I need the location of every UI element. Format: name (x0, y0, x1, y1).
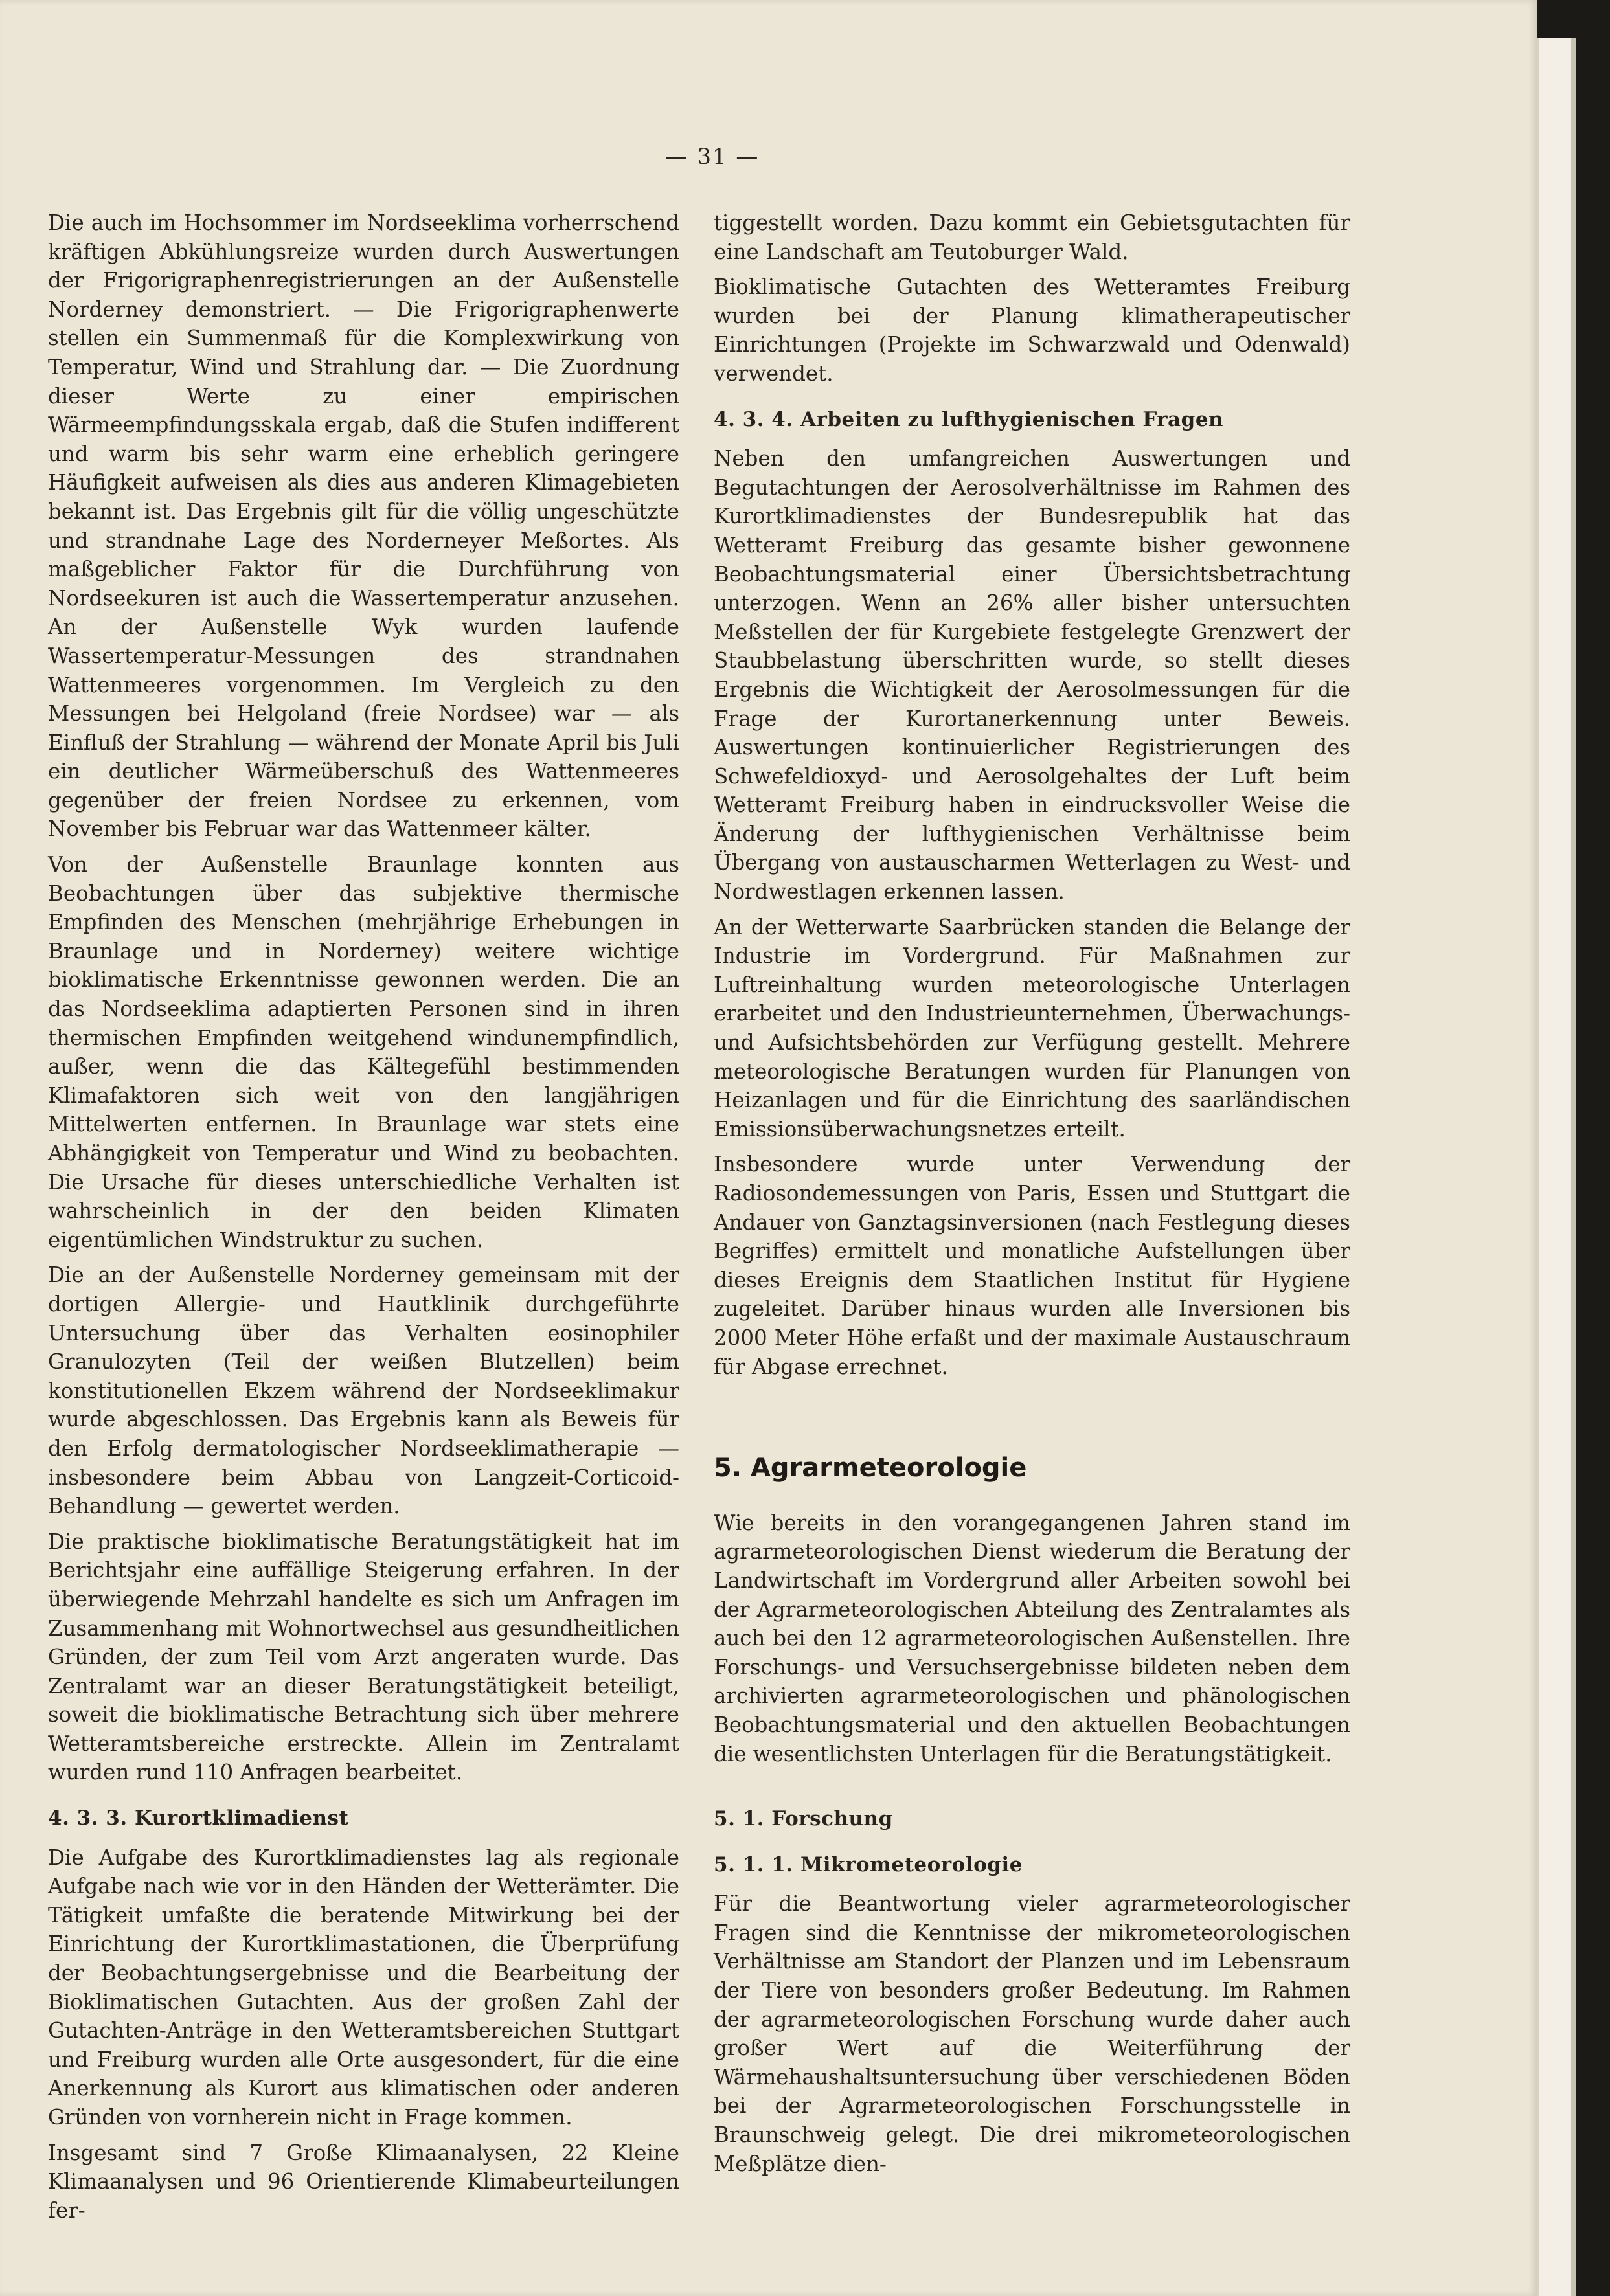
subsection-heading: 5. 1. 1. Mikrometeorologie (714, 1852, 1023, 1876)
paragraph: Neben den umfangreichen Auswertungen und Begutachtungen der Aerosolverhältnisse im Rahmen des Kurortklimadienstes der Bundesrepublik hat das Wetteramt Freiburg das gesamte bisher gewonnene Beobachtungsmaterial einer Übersichtsbetrachtung unterzogen. Wenn an 26% aller bisher untersuchten Meßstellen der für Kurgebiete festgelegte Grenzwert der Staubbelastung überschritten wurde, so stellt dieses Ergebnis die Wichtigkeit der Aerosolmessungen für die Frage der Kurortanerkennung unter Beweis. Auswertungen kontinuierlicher Registrierungen des Schwefeldioxyd- und Aerosolgehaltes der Luft beim Wetteramt Freiburg haben in eindrucksvoller Weise die Änderung der lufthygienischen Verhältnisse beim Übergang von austauscharmen Wetterlagen zu West- und Nordwestlagen erkennen lassen. (714, 446, 1350, 905)
paragraph: Wie bereits in den vorangegangenen Jahren stand im agrarmeteorologischen Dienst wiederum die Beratung der Landwirtschaft im Vordergrund aller Arbeiten sowohl bei der Agrarmeteorologischen Abteilung des Zentralamtes als auch bei den 12 agrarmeteorologischen Außenstellen. Ihre Forschungs- und Versuchsergebnisse bildeten neben dem archivierten agrarmeteorologischen und phänologischen Beobachtungsmaterial und den aktuellen Beobachtungen die wesentlichsten Unterlagen für die Beratungstätigkeit. (714, 1510, 1350, 1766)
subsection-heading: 4. 3. 4. Arbeiten zu lufthygienischen Fragen (714, 407, 1224, 431)
page-edge (1537, 38, 1572, 2296)
subsection-heading: 4. 3. 3. Kurortklimadienst (48, 1806, 349, 1830)
paragraph: Bioklimatische Gutachten des Wetteramtes Freiburg wurden bei der Planung klimatherapeutischer Einrichtungen (Projekte im Schwarzwald und Odenwald) verwendet. (714, 275, 1350, 386)
paragraph: Für die Beantwortung vieler agrarmeteorologischer Fragen sind die Kenntnisse der mikrometeorologischen Verhältnisse am Standort der Planzen und im Lebensraum der Tiere von besonders großer Bedeutung. Im Rahmen der agrarmeteorologischen Forschung wurde daher auch großer Wert auf die Weiterführung der Wärmehaushaltsuntersuchung über verschiedenen Böden bei der Agrarmeteorologischen Forschungsstelle in Braunschweig gelegt. Die drei mikrometeorologischen Meßplätze dien- (714, 1891, 1350, 2176)
section-heading: 5. Agrarmeteorologie (714, 1453, 1027, 1483)
paragraph: Die auch im Hochsommer im Nordseeklima vorherrschend kräftigen Abkühlungsreize wurden durch Auswertungen der Frigorigraphenregistrierungen an der Außenstelle Norderney demonstriert. — Die Frigorigraphenwerte stellen ein Summenmaß für die Komplexwirkung von Temperatur, Wind und Strahlung dar. — Die Zuordnung dieser Werte zu einer empirischen Wärmeempfindungsskala ergab, daß die Stufen indifferent und warm bis sehr warm eine erheblich geringere Häufigkeit aufweisen als dies aus anderen Klimagebieten bekannt ist. Das Ergebnis gilt für die völlig ungeschützte und strandnahe Lage des Norderneyer Meßortes. Als maßgeblicher Faktor für die Durchführung von Nordseekuren ist auch die Wassertemperatur anzusehen. An der Außenstelle Wyk wurden laufende Wassertemperatur-Messungen des strandnahen Wattenmeeres vorgenommen. Im Vergleich zu den Messungen bei Helgoland (freie Nordsee) war — als Einfluß der Strahlung — während der Monate April bis Juli ein deutlicher Wärmeüberschuß des Wattenmeeres gegenüber der freien Nordsee zu erkennen, vom November bis Februar war das Wattenmeer kälter. (48, 210, 679, 842)
paragraph: Die an der Außenstelle Norderney gemeinsam mit der dortigen Allergie- und Hautklinik durchgeführte Untersuchung über das Verhalten eosinophiler Granulozyten (Teil der weißen Blutzellen) beim konstitutionellen Ekzem während der Nordseeklimakur wurde abgeschlossen. Das Ergebnis kann als Beweis für den Erfolg dermatologischer Nordseeklimatherapie — insbesondere beim Abbau von Langzeit-Corticoid-Behandlung — gewertet werden. (48, 1263, 679, 1519)
paragraph: Insbesondere wurde unter Verwendung der Radiosondemessungen von Paris, Essen und Stuttgart die Andauer von Ganztagsinversionen (nach Festlegung dieses Begriffes) ermittelt und monatliche Aufstellungen über dieses Ereignis dem Staatlichen Institut für Hygiene zugeleitet. Darüber hinaus wurden alle Inversionen bis 2000 Meter Höhe erfaßt und der maximale Austauschraum für Abgase errechnet. (714, 1152, 1350, 1379)
paragraph: Insgesamt sind 7 Große Klimaanalysen, 22 Kleine Klimaanalysen und 96 Orientierende Klimabeurteilungen fer- (48, 2140, 679, 2223)
paragraph: tiggestellt worden. Dazu kommt ein Gebietsgutachten für eine Landschaft am Teutoburger Wald. (714, 210, 1350, 264)
paragraph: Von der Außenstelle Braunlage konnten aus Beobachtungen über das subjektive thermische Empfinden des Menschen (mehrjährige Erhebungen in Braunlage und in Norderney) weitere wichtige bioklimatische Erkenntnisse gewonnen werden. Die an das Nordseeklima adaptierten Personen sind in ihren thermischen Empfinden weitgehend windunempfindlich, außer, wenn die das Kältegefühl bestimmenden Klimafaktoren sich weit von den langjährigen Mittelwerten entfernen. In Braunlage war stets eine Abhängigkeit von Temperatur und Wind zu beobachten. Die Ursache für dieses unterschiedliche Verhalten ist wahrscheinlich in der den beiden Klimaten eigentümlichen Windstruktur zu suchen. (48, 852, 679, 1252)
paragraph: An der Wetterwarte Saarbrücken standen die Belange der Industrie im Vordergrund. Für Maßnahmen zur Luftreinhaltung wurden meteorologische Unterlagen erarbeitet und den Industrieunternehmen, Überwachungs- und Aufsichtsbehörden zur Verfügung gestellt. Mehrere meteorologische Beratungen wurden für Planungen von Heizanlagen und für die Einrichtung des saarländischen Emissionsüberwachungsnetzes erteilt. (714, 914, 1350, 1142)
page-edge-shadow (1571, 38, 1576, 2296)
right-column (714, 208, 1350, 2185)
paragraph: Die Aufgabe des Kurortklimadienstes lag als regionale Aufgabe nach wie vor in den Händen der Wetterämter. Die Tätigkeit umfaßte die beratende Mitwirkung bei der Einrichtung der Kurortklimastationen, die Überprüfung der Beobachtungsergebnisse und die Bearbeitung der Bioklimatischen Gutachten. Aus der großen Zahl der Gutachten-Anträge in den Wetteramtsbereichen Stuttgart und Freiburg wurden alle Orte ausgesondert, für die eine Anerkennung als Kurort aus klimatischen oder anderen Gründen von vornherein nicht in Frage kommen. (48, 1845, 679, 2130)
page-number: — 31 — (665, 144, 760, 170)
subsection-heading: 5. 1. Forschung (714, 1807, 893, 1831)
paragraph: Die praktische bioklimatische Beratungstätigkeit hat im Berichtsjahr eine auffällige Steigerung erfahren. In der überwiegende Mehrzahl handelte es sich um Anfragen im Zusammenhang mit Wohnortwechsel aus gesundheitlichen Gründen, der zum Teil vom Arzt angeraten wurde. Das Zentralamt war an dieser Beratungstätigkeit beteiligt, soweit die bioklimatische Betrachtung sich über mehrere Wetteramtsbereiche erstreckte. Allein im Zentralamt wurden rund 110 Anfragen bearbeitet. (48, 1529, 679, 1785)
left-column (48, 208, 679, 2231)
